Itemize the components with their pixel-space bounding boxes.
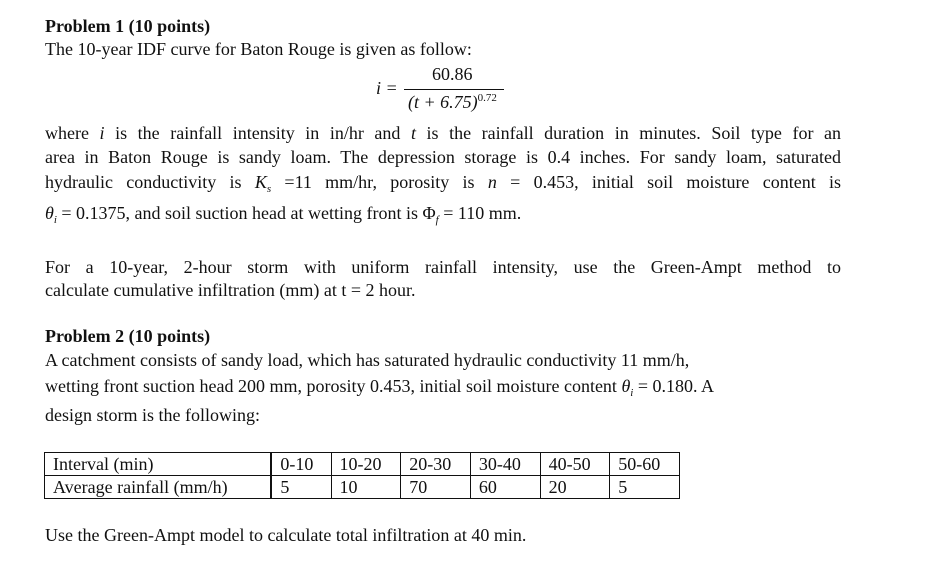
table-cell: 0-10: [271, 453, 331, 476]
table-cell: 70: [401, 476, 471, 499]
table-row-label: Average rainfall (mm/h): [45, 476, 272, 499]
problem-1-title: Problem 1 (10 points): [45, 16, 211, 36]
table-cell: 60: [470, 476, 540, 499]
problem-1-question-line-2: calculate cumulative infiltration (mm) at t = 2 hour.: [45, 280, 416, 300]
problem-2-line-2: wetting front suction head 200 mm, porosity 0.453, initial soil moisture content $\theta_i = 0.180$. A: [45, 376, 715, 399]
problem-1-line-3: hydraulic conductivity is $K_s =11$ mm/hr, porosity is n = 0.453, initial soil moisture content is: [45, 172, 841, 195]
table-cell: 30-40: [470, 453, 540, 476]
formula-fraction-bar: [404, 89, 504, 90]
problem-1-question-line-1: For a 10-year, 2-hour storm with uniform rainfall intensity, use the Green-Ampt method to: [45, 257, 841, 277]
table-cell: 20-30: [401, 453, 471, 476]
formula-denominator-base: (t + 6.75): [408, 92, 478, 112]
problem-1-line-1: where i is the rainfall intensity in in/hr and t is the rainfall duration in minutes. Soil type for an: [45, 123, 841, 143]
problem-2-closing: Use the Green-Ampt model to calculate total infiltration at 40 min.: [45, 525, 527, 545]
problem-1-line-4: $\theta_i = 0.1375$, and soil suction head at wetting front is $\Phi_f = 110$ mm.: [45, 203, 522, 226]
problem-2-title: Problem 2 (10 points): [45, 326, 211, 346]
problem-2-line-1: A catchment consists of sandy load, which has saturated hydraulic conductivity 11 mm/h,: [45, 350, 690, 370]
problem-2-line-3: design storm is the following:: [45, 405, 260, 425]
table-cell: 5: [610, 476, 680, 499]
table-row: [45, 453, 680, 476]
table-cell: 10: [331, 476, 401, 499]
table-row: [45, 476, 680, 499]
formula-denominator: [408, 92, 497, 113]
formula-exponent: 0.72: [477, 92, 497, 104]
table-cell: 20: [540, 476, 610, 499]
design-storm-table: [44, 452, 680, 499]
table-cell: 10-20: [331, 453, 401, 476]
table-row-label: Interval (min): [45, 453, 272, 476]
table-cell: 50-60: [610, 453, 680, 476]
problem-1-intro: The 10-year IDF curve for Baton Rouge is given as follow:: [45, 39, 472, 59]
formula-lhs: i =: [376, 78, 398, 98]
table-cell: 40-50: [540, 453, 610, 476]
problem-1-line-2: area in Baton Rouge is sandy loam. The depression storage is 0.4 inches. For sandy loam, saturated: [45, 147, 841, 167]
formula-numerator: 60.86: [432, 64, 473, 84]
table-cell: 5: [271, 476, 331, 499]
